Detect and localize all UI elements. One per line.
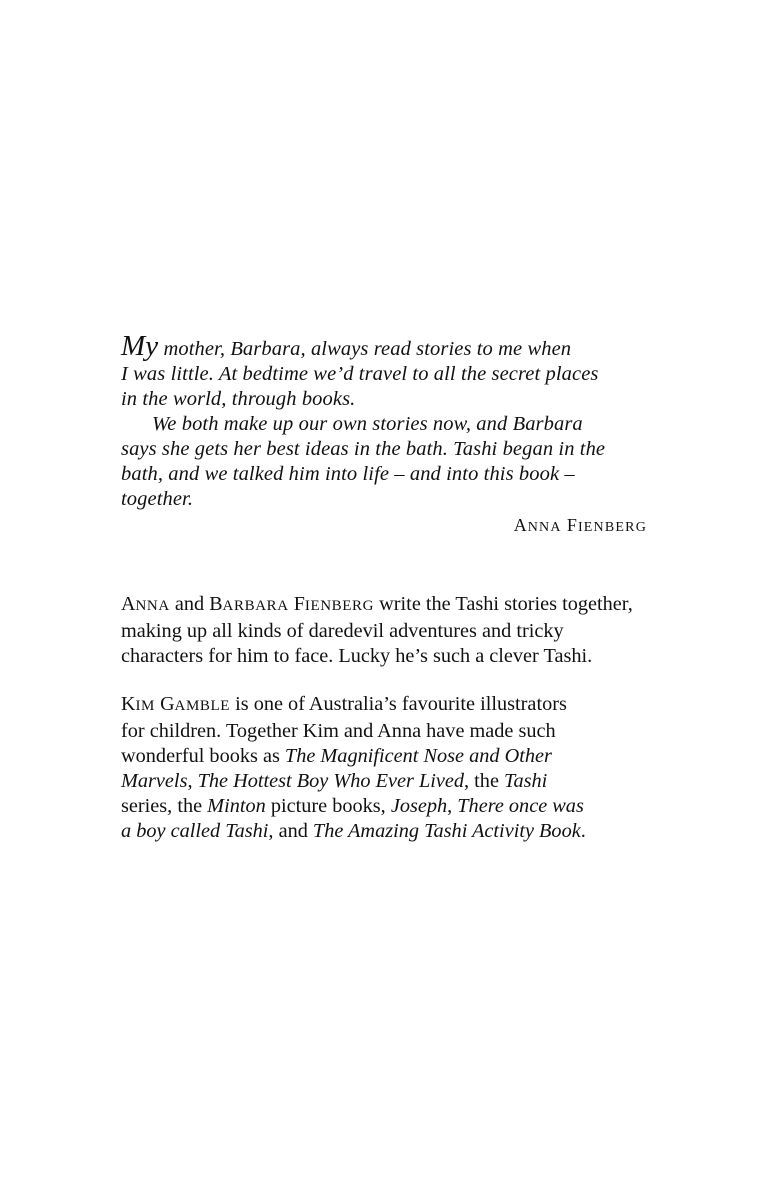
book-title-minton: Minton (207, 795, 266, 817)
author-bio-line-2: making up all kinds of daredevil adventures and tricky (121, 620, 564, 642)
book-title-tashi: Tashi (504, 770, 548, 792)
author-bio (121, 592, 661, 669)
book-title-activity-book: The Amazing Tashi Activity Book (312, 820, 581, 842)
dedication-line-1: mother, Barbara, always read stories to me when (158, 338, 572, 360)
illustrator-bio (121, 692, 661, 844)
illustrator-name: KIM GAMBLE (121, 693, 231, 715)
book-title-there-once-was: There once was (457, 795, 584, 817)
dedication-text (121, 330, 661, 512)
book-title-marvels: Marvels (121, 770, 188, 792)
illustrator-bio-line-2: for children. Together Kim and Anna have made such (121, 720, 556, 742)
author-bio-line-3: characters for him to face. Lucky he’s such a clever Tashi. (121, 645, 593, 667)
dedication-signature: ANNA FIENBERG (513, 515, 647, 535)
dedication-line-3: in the world, through books. (121, 388, 356, 410)
dedication-line-6: bath, and we talked him into life – and into this book – (121, 463, 575, 485)
dedication-first-word: My (121, 330, 159, 362)
illustrator-bio-paragraph: KIM GAMBLE is one of Australia’s favourite illustrators for children. Together Kim and Anna have made such wonderful books as The Magnificent Nose and Other Marvels, The Hottest Boy Who Ever Lived, the Tashi series, the Minton picture books, Joseph, There once was a boy called Tashi, and The Amazing Tashi Activity Book. (121, 693, 586, 842)
dedication-paragraph-2 (121, 412, 661, 512)
author-bio-paragraph: ANNA and BARBARA FIENBERG write the Tashi stories together, making up all kinds of daredevil adventures and tricky characters for him to face. Lucky he’s such a clever Tashi. (121, 593, 633, 667)
author-name-anna: ANNA (121, 593, 170, 615)
dedication-paragraph-1 (121, 330, 661, 412)
book-title-boy-called-tashi: a boy called Tashi (121, 820, 269, 842)
book-title-hottest-boy: The Hottest Boy Who Ever Lived (197, 770, 465, 792)
dedication-line-7: together. (121, 488, 194, 510)
dedication-line-5: says she gets her best ideas in the bath. Tashi began in the (121, 438, 606, 460)
dedication-line-2: I was little. At bedtime we’d travel to all the secret places (121, 363, 599, 385)
author-name-barbara-fienberg: BARBARA FIENBERG (209, 593, 375, 615)
dedication-line-4: We both make up our own stories now, and Barbara (152, 413, 583, 435)
book-title-magnificent-nose: The Magnificent Nose and Other (284, 745, 552, 767)
book-title-joseph: Joseph (390, 795, 448, 817)
